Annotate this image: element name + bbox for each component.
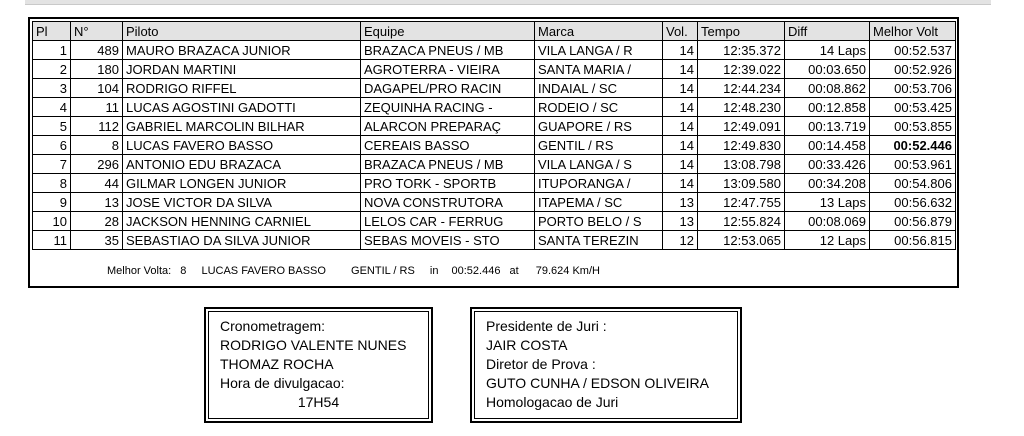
cell-piloto: JOSE VICTOR DA SILVA — [123, 193, 361, 212]
cell-equipe: DAGAPEL/PRO RACIN — [361, 79, 535, 98]
results-table-body — [33, 41, 956, 250]
cell-tempo: 12:48.230 — [698, 98, 785, 117]
cell-melhor: 00:56.815 — [870, 231, 956, 250]
cell-diff: 00:12.858 — [785, 98, 870, 117]
cell-marca: ITUPORANGA / — [535, 174, 663, 193]
cell-piloto: GILMAR LONGEN JUNIOR — [123, 174, 361, 193]
cell-piloto: LUCAS FAVERO BASSO — [123, 136, 361, 155]
cell-pl: 9 — [33, 193, 71, 212]
best-lap-number: 8 — [180, 265, 187, 277]
cell-num: 8 — [71, 136, 123, 155]
cell-tempo: 12:49.091 — [698, 117, 785, 136]
best-lap-in: in — [429, 265, 439, 277]
best-lap-line — [107, 265, 600, 277]
best-lap-at: at — [509, 265, 519, 277]
table-row — [33, 98, 956, 117]
header-row — [33, 22, 956, 41]
cell-vol: 13 — [663, 212, 698, 231]
race-director-label: Diretor de Prova : — [486, 356, 596, 372]
cell-num: 11 — [71, 98, 123, 117]
jury-info-box — [470, 307, 742, 423]
cell-marca: RODEIO / SC — [535, 98, 663, 117]
cell-melhor: 00:56.879 — [870, 212, 956, 231]
col-header-vol: Vol. — [663, 22, 698, 41]
cell-marca: VILA LANGA / R — [535, 41, 663, 60]
cell-diff: 00:08.862 — [785, 79, 870, 98]
cell-equipe: LELOS CAR - FERRUG — [361, 212, 535, 231]
cell-pl: 2 — [33, 60, 71, 79]
cell-num: 28 — [71, 212, 123, 231]
cell-vol: 14 — [663, 117, 698, 136]
table-row — [33, 79, 956, 98]
cell-piloto: MAURO BRAZACA JUNIOR — [123, 41, 361, 60]
timing-title: Cronometragem: — [220, 318, 326, 334]
cell-num: 44 — [71, 174, 123, 193]
publish-time-value: 17H54 — [297, 394, 340, 410]
table-row — [33, 174, 956, 193]
cell-diff: 00:08.069 — [785, 212, 870, 231]
cell-piloto: LUCAS AGOSTINI GADOTTI — [123, 98, 361, 117]
cell-tempo: 12:35.372 — [698, 41, 785, 60]
table-row — [33, 60, 956, 79]
cell-tempo: 12:47.755 — [698, 193, 785, 212]
cell-diff: 12 Laps — [785, 231, 870, 250]
best-lap-pilot: LUCAS FAVERO BASSO — [201, 265, 326, 277]
timing-person-1: RODRIGO VALENTE NUNES — [220, 337, 407, 353]
cell-vol: 14 — [663, 60, 698, 79]
best-lap-speed: 79.624 Km/H — [535, 265, 600, 277]
cell-vol: 12 — [663, 231, 698, 250]
cell-marca: VILA LANGA / S — [535, 155, 663, 174]
cell-diff: 00:13.719 — [785, 117, 870, 136]
cell-diff: 00:34.208 — [785, 174, 870, 193]
col-header-marca: Marca — [535, 22, 663, 41]
cell-tempo: 12:55.824 — [698, 212, 785, 231]
cell-diff: 00:33.426 — [785, 155, 870, 174]
cell-equipe: SEBAS MOVEIS - STO — [361, 231, 535, 250]
jury-homologation: Homologacao de Juri — [486, 394, 619, 410]
col-header-tempo: Tempo — [698, 22, 785, 41]
cell-pl: 8 — [33, 174, 71, 193]
col-header-piloto: Piloto — [123, 22, 361, 41]
cell-vol: 14 — [663, 174, 698, 193]
cell-vol: 14 — [663, 79, 698, 98]
cell-vol: 13 — [663, 193, 698, 212]
cell-pl: 1 — [33, 41, 71, 60]
cell-pl: 5 — [33, 117, 71, 136]
cropped-section-edge — [25, 0, 991, 5]
cell-tempo: 12:44.234 — [698, 79, 785, 98]
cell-vol: 14 — [663, 41, 698, 60]
cell-tempo: 13:09.580 — [698, 174, 785, 193]
cell-piloto: ANTONIO EDU BRAZACA — [123, 155, 361, 174]
cell-melhor: 00:56.632 — [870, 193, 956, 212]
best-lap-club: GENTIL / RS — [351, 265, 415, 277]
best-lap-time: 00:52.446 — [451, 265, 501, 277]
cell-pl: 6 — [33, 136, 71, 155]
cell-pl: 7 — [33, 155, 71, 174]
cell-melhor: 00:52.446 — [870, 136, 956, 155]
col-header-diff: Diff — [785, 22, 870, 41]
timing-info-box — [204, 307, 433, 423]
cell-vol: 14 — [663, 155, 698, 174]
cell-vol: 14 — [663, 98, 698, 117]
jury-president-label: Presidente de Juri : — [486, 318, 607, 334]
publish-time-label: Hora de divulgacao: — [220, 375, 345, 391]
col-header-numero: N° — [71, 22, 123, 41]
table-row — [33, 193, 956, 212]
cell-equipe: ZEQUINHA RACING - — [361, 98, 535, 117]
cell-piloto: GABRIEL MARCOLIN BILHAR — [123, 117, 361, 136]
cell-equipe: BRAZACA PNEUS / MB — [361, 41, 535, 60]
cell-melhor: 00:53.961 — [870, 155, 956, 174]
cell-num: 35 — [71, 231, 123, 250]
cell-melhor: 00:53.855 — [870, 117, 956, 136]
table-row — [33, 212, 956, 231]
col-header-equipe: Equipe — [361, 22, 535, 41]
cell-melhor: 00:54.806 — [870, 174, 956, 193]
cell-melhor: 00:53.706 — [870, 79, 956, 98]
table-row — [33, 117, 956, 136]
cell-pl: 11 — [33, 231, 71, 250]
results-table — [32, 21, 956, 250]
table-row — [33, 231, 956, 250]
cell-diff: 14 Laps — [785, 41, 870, 60]
cell-num: 180 — [71, 60, 123, 79]
cell-pl: 3 — [33, 79, 71, 98]
cell-diff: 00:14.458 — [785, 136, 870, 155]
cell-tempo: 13:08.798 — [698, 155, 785, 174]
cell-diff: 13 Laps — [785, 193, 870, 212]
cell-equipe: NOVA CONSTRUTORA — [361, 193, 535, 212]
cell-equipe: ALARCON PREPARAÇ — [361, 117, 535, 136]
race-director-names: GUTO CUNHA / EDSON OLIVEIRA — [486, 375, 710, 391]
cell-melhor: 00:53.425 — [870, 98, 956, 117]
cell-num: 296 — [71, 155, 123, 174]
cell-marca: SANTA MARIA / — [535, 60, 663, 79]
cell-melhor: 00:52.537 — [870, 41, 956, 60]
cell-equipe: BRAZACA PNEUS / MB — [361, 155, 535, 174]
table-row — [33, 155, 956, 174]
cell-pl: 10 — [33, 212, 71, 231]
cell-marca: GUAPORE / RS — [535, 117, 663, 136]
cell-tempo: 12:39.022 — [698, 60, 785, 79]
jury-president-name: JAIR COSTA — [486, 337, 568, 353]
cell-vol: 14 — [663, 136, 698, 155]
cell-diff: 00:03.650 — [785, 60, 870, 79]
cell-tempo: 12:49.830 — [698, 136, 785, 155]
cell-piloto: RODRIGO RIFFEL — [123, 79, 361, 98]
results-table-container — [28, 17, 959, 288]
cell-marca: GENTIL / RS — [535, 136, 663, 155]
table-row — [33, 41, 956, 60]
cell-piloto: JORDAN MARTINI — [123, 60, 361, 79]
cell-marca: INDAIAL / SC — [535, 79, 663, 98]
cell-piloto: SEBASTIAO DA SILVA JUNIOR — [123, 231, 361, 250]
cell-piloto: JACKSON HENNING CARNIEL — [123, 212, 361, 231]
cell-equipe: CEREAIS BASSO — [361, 136, 535, 155]
cell-num: 104 — [71, 79, 123, 98]
cell-equipe: AGROTERRA - VIEIRA — [361, 60, 535, 79]
jury-info-inner — [474, 311, 738, 419]
col-header-pl: Pl — [33, 22, 71, 41]
cell-num: 489 — [71, 41, 123, 60]
table-row — [33, 136, 956, 155]
cell-marca: SANTA TEREZIN — [535, 231, 663, 250]
col-header-melhor-volt: Melhor Volt — [870, 22, 956, 41]
timing-person-2: THOMAZ ROCHA — [220, 356, 334, 372]
cell-num: 13 — [71, 193, 123, 212]
cell-equipe: PRO TORK - SPORTB — [361, 174, 535, 193]
cell-num: 112 — [71, 117, 123, 136]
timing-info-inner — [208, 311, 429, 419]
cell-pl: 4 — [33, 98, 71, 117]
best-lap-label: Melhor Volta: — [107, 265, 172, 277]
cell-marca: PORTO BELO / S — [535, 212, 663, 231]
cell-melhor: 00:52.926 — [870, 60, 956, 79]
cell-tempo: 12:53.065 — [698, 231, 785, 250]
cell-marca: ITAPEMA / SC — [535, 193, 663, 212]
